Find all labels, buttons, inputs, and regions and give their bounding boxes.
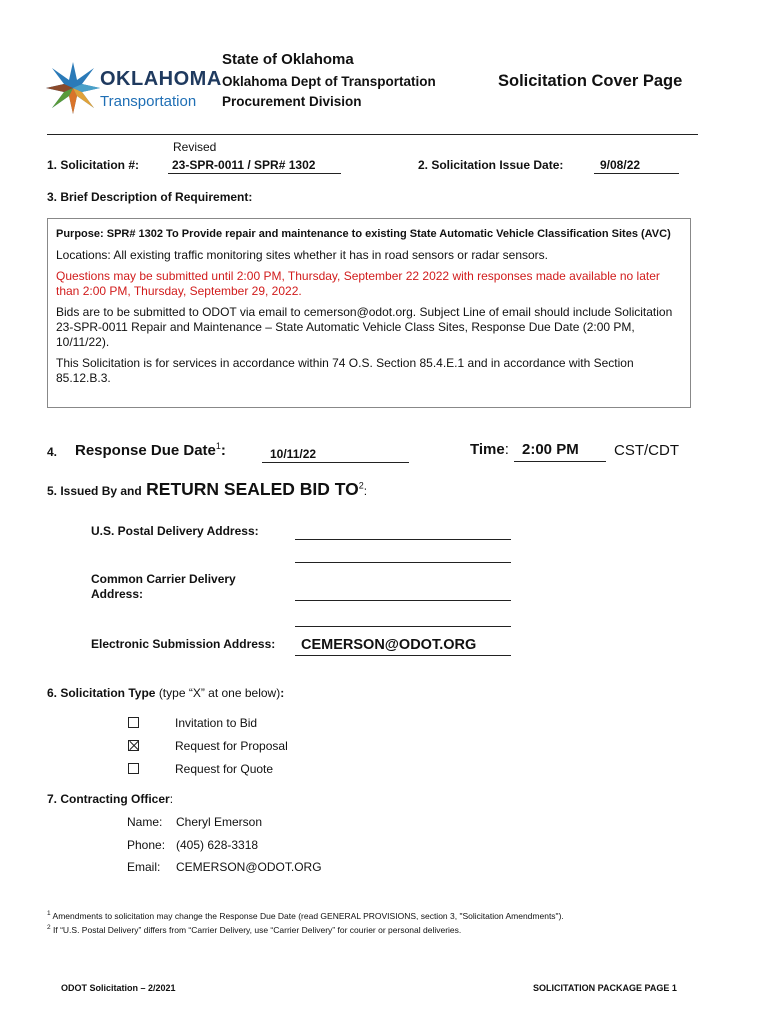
- odot-logo: [46, 60, 222, 118]
- postal-address-label: U.S. Postal Delivery Address:: [91, 524, 259, 538]
- due-date-label: [75, 441, 226, 459]
- footnote-2-text: If “U.S. Postal Delivery” differs from “Carrier Delivery, use “Carrier Delivery” for courier or personal deliveries.: [53, 924, 462, 935]
- request-for-quote-label: Request for Quote: [175, 762, 274, 776]
- electronic-address-label: Electronic Submission Address:: [91, 637, 276, 651]
- officer-phone-label: Phone:: [127, 838, 166, 852]
- footnote-2-number: 2: [47, 924, 51, 931]
- due-date-number: 4.: [47, 445, 58, 459]
- solicitation-number-underline: [168, 173, 341, 174]
- footnote-1-number: 1: [47, 910, 51, 917]
- description-box[interactable]: [47, 218, 691, 408]
- solicitation-type-heading: [47, 686, 284, 700]
- description-label: 3. Brief Description of Requirement:: [47, 190, 253, 204]
- solicitation-number-label: 1. Solicitation #:: [47, 158, 140, 172]
- due-date-value[interactable]: 10/11/22: [270, 447, 317, 461]
- return-bid-footnote-ref: 2: [358, 480, 364, 491]
- issue-date-label: 2. Solicitation Issue Date:: [418, 158, 564, 172]
- state-name: State of Oklahoma: [222, 51, 354, 68]
- contracting-officer-label: 7. Contracting Officer: [47, 792, 170, 806]
- due-date-underline: [262, 462, 409, 463]
- due-time-colon: :: [504, 441, 509, 458]
- description-locations: Locations: All existing traffic monitoring sites whether it has in road sensors or radar sensors.: [56, 248, 549, 262]
- officer-email-label: Email:: [127, 860, 161, 874]
- carrier-address-label: Common Carrier Delivery Address:: [91, 572, 236, 601]
- carrier-address-line-2[interactable]: [295, 626, 511, 627]
- footnote-1-text: Amendments to solicitation may change the Response Due Date (read GENERAL PROVISIONS, section 3, "Solicitation Amendments").: [52, 910, 564, 921]
- contracting-officer-heading: [47, 792, 173, 806]
- description-bids: Bids are to be submitted to ODOT via email to cemerson@odot.org. Subject Line of email should include Solicitation 23-SPR-0011 Repair and Maintenance – State Automatic Vehicle Class Sites, Response Due Date (2:00 PM, 10/11/22).: [56, 305, 673, 349]
- description-statute: This Solicitation is for services in accordance within 74 O.S. Section 85.4.E.1 and in accordance with Section 85.12.B.3.: [56, 356, 634, 385]
- carrier-address-line-1[interactable]: [295, 600, 511, 601]
- officer-name-label: Name:: [127, 815, 163, 829]
- request-for-quote-checkbox[interactable]: [128, 763, 139, 774]
- due-date-colon: :: [220, 442, 226, 459]
- request-for-proposal-checkbox[interactable]: [128, 740, 139, 751]
- footer-left: ODOT Solicitation – 2/2021: [61, 983, 176, 993]
- due-time-underline: [514, 461, 606, 462]
- footer-page-number: SOLICITATION PACKAGE PAGE 1: [533, 983, 677, 993]
- issue-date-underline: [594, 173, 679, 174]
- return-bid-colon: :: [363, 484, 368, 498]
- issue-date-value[interactable]: 9/08/22: [600, 158, 641, 172]
- division-name: Procurement Division: [222, 94, 362, 109]
- solicitation-number-value[interactable]: 23-SPR-0011 / SPR# 1302: [172, 158, 316, 172]
- officer-phone-value: (405) 628-3318: [176, 838, 259, 852]
- timezone-label: CST/CDT: [614, 442, 679, 459]
- due-date-footnote-ref: 1: [215, 441, 221, 451]
- oklahoma-star-icon: [46, 60, 100, 118]
- page-title: Solicitation Cover Page: [498, 72, 683, 90]
- officer-email-value[interactable]: CEMERSON@ODOT.ORG: [176, 860, 322, 874]
- revised-note: Revised: [173, 140, 217, 154]
- return-bid-prefix: 5. Issued By and: [47, 484, 142, 498]
- solicitation-type-colon: :: [280, 686, 285, 700]
- contracting-officer-colon: :: [169, 792, 174, 806]
- officer-name-value: Cheryl Emerson: [176, 815, 263, 829]
- footnote-2: [47, 924, 707, 935]
- description-questions: Questions may be submitted until 2:00 PM, Thursday, September 22 2022 with responses made available no later than 2:00 PM, Thursday, September 29, 2022.: [56, 269, 660, 298]
- electronic-address-underline: [295, 655, 511, 656]
- due-date-label-text: Response Due Date: [75, 442, 216, 459]
- due-time-label-text: Time: [470, 441, 505, 458]
- postal-address-line-1[interactable]: [295, 539, 511, 540]
- logo-title: OKLAHOMA: [100, 68, 222, 90]
- solicitation-type-label: 6. Solicitation Type: [47, 686, 156, 700]
- return-bid-title: RETURN SEALED BID TO: [146, 479, 359, 499]
- due-time-label: [470, 441, 509, 458]
- due-time-value[interactable]: 2:00 PM: [522, 441, 579, 458]
- solicitation-type-hint: (type “X” at one below): [158, 686, 281, 700]
- footnote-1: [47, 910, 707, 921]
- request-for-proposal-label: Request for Proposal: [175, 739, 288, 753]
- header-divider: [47, 134, 698, 135]
- department-name: Oklahoma Dept of Transportation: [222, 74, 436, 89]
- postal-address-line-2[interactable]: [295, 562, 511, 563]
- invitation-to-bid-label: Invitation to Bid: [175, 716, 258, 730]
- return-bid-heading: [47, 479, 367, 500]
- invitation-to-bid-checkbox[interactable]: [128, 717, 139, 728]
- logo-subtitle: Transportation: [100, 93, 197, 110]
- description-purpose: Purpose: SPR# 1302 To Provide repair and maintenance to existing State Automatic Vehicle Classification Sites (AVC): [56, 228, 671, 240]
- electronic-address-value[interactable]: CEMERSON@ODOT.ORG: [301, 637, 477, 653]
